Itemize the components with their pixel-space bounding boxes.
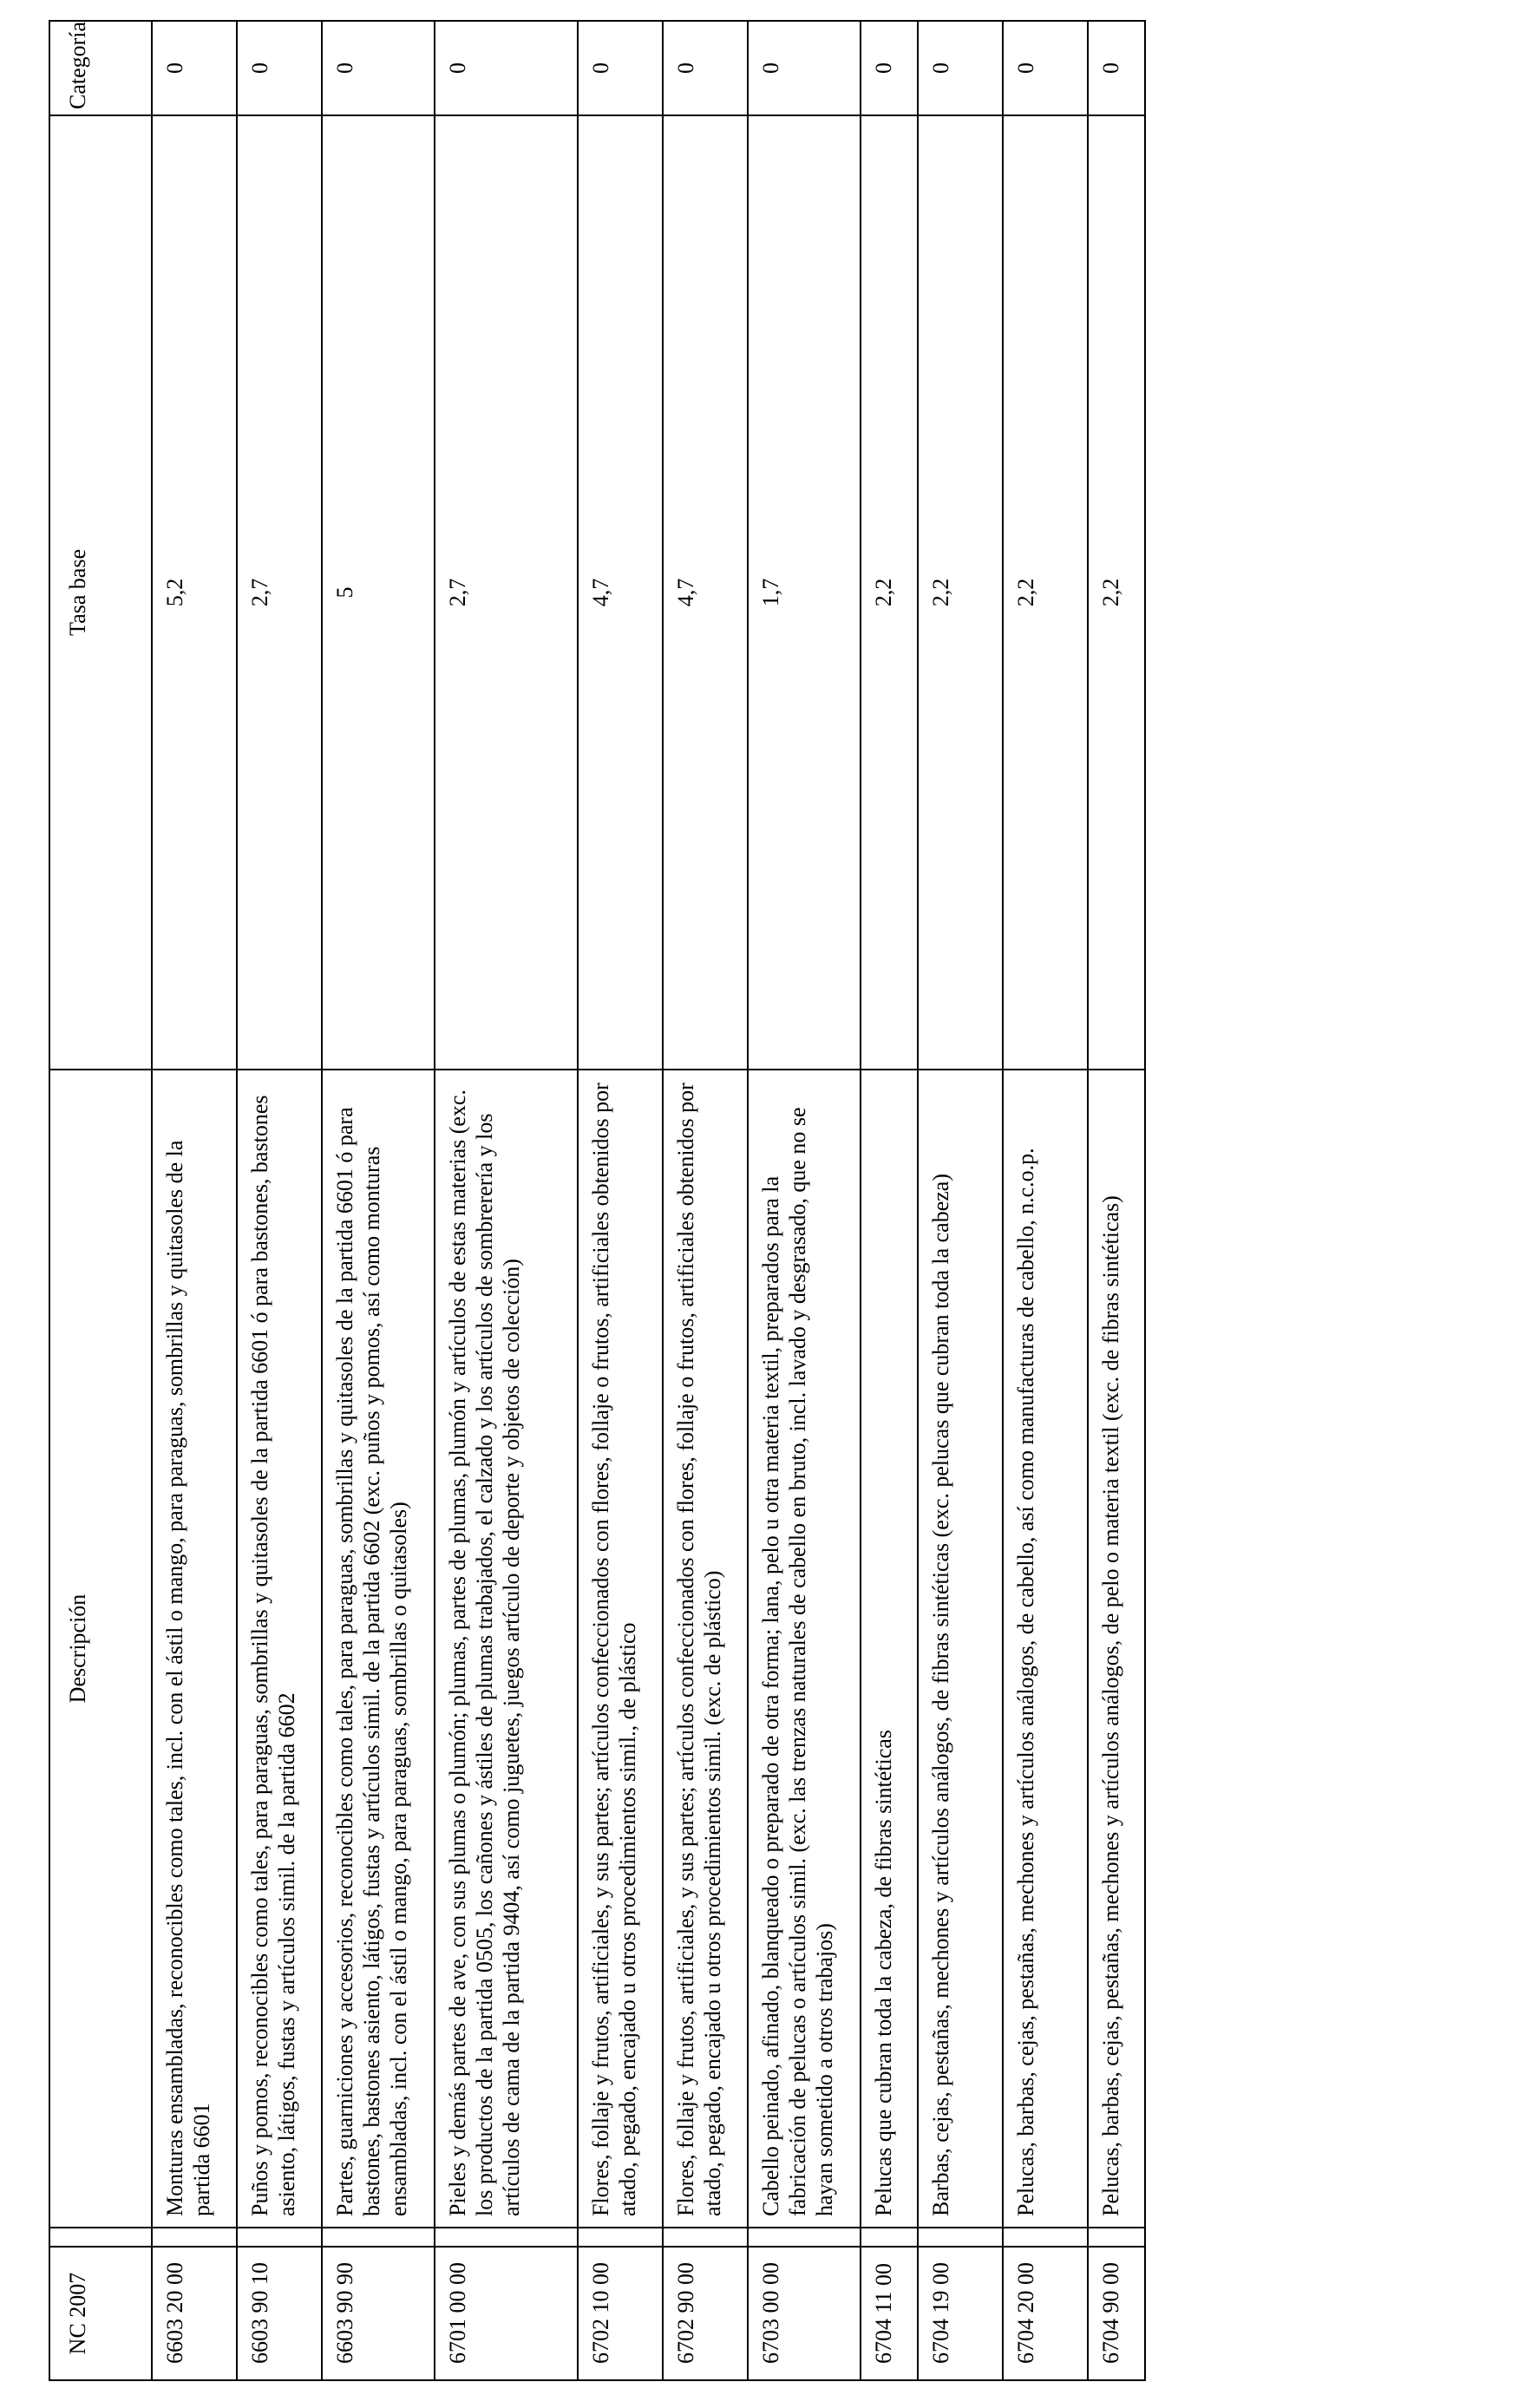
cell-code: 6704 11 00 [861, 2247, 918, 2380]
table-row [748, 21, 861, 2380]
cell-category: 0 [322, 21, 435, 115]
cell-code: 6603 90 90 [322, 2247, 435, 2380]
table-row [663, 21, 748, 2380]
cell-category: 0 [748, 21, 861, 115]
cell-gap [748, 2228, 861, 2247]
table-header-row [49, 21, 152, 2380]
cell-category: 0 [1003, 21, 1088, 115]
cell-rate: 4,7 [578, 115, 663, 1070]
cell-gap [663, 2228, 748, 2247]
cell-category: 0 [152, 21, 237, 115]
cell-category: 0 [861, 21, 918, 115]
cell-description: Pieles y demás partes de ave, con sus plumas o plumón; plumas, partes de plumas, plumón y artículos de estas materias (exc. los productos de la partida 0505, los cañones y ástiles de plumas trabajados, el calzado y los artículos de sombrerería y los artículos de cama de la partida 9404, así como juguetes, juegos artículo de deporte y objetos de colección) [435, 1070, 578, 2228]
cell-rate: 1,7 [748, 115, 861, 1070]
cell-rate: 5,2 [152, 115, 237, 1070]
cell-rate: 2,2 [861, 115, 918, 1070]
table-row [578, 21, 663, 2380]
cell-gap [237, 2228, 322, 2247]
table-row [1003, 21, 1088, 2380]
cell-category: 0 [918, 21, 1003, 115]
cell-category: 0 [578, 21, 663, 115]
table-row [237, 21, 322, 2380]
cell-description: Pelucas, barbas, cejas, pestañas, mechones y artículos análogos, de cabello, así como manufacturas de cabello, n.c.o.p. [1003, 1070, 1088, 2228]
cell-gap [578, 2228, 663, 2247]
table-row [918, 21, 1003, 2380]
cell-gap [1003, 2228, 1088, 2247]
header-description: Descripción [49, 1070, 152, 2228]
cell-code: 6704 90 00 [1088, 2247, 1145, 2380]
cell-description: Flores, follaje y frutos, artificiales, y sus partes; artículos confeccionados con flores, follaje o frutos, artificiales obtenidos por atado, pegado, encajado u otros procedimientos simil. (exc. de plástico) [663, 1070, 748, 2228]
header-code: NC 2007 [49, 2247, 152, 2380]
header-gap [49, 2228, 152, 2247]
cell-code: 6704 20 00 [1003, 2247, 1088, 2380]
tariff-table [49, 20, 1146, 2381]
cell-gap [861, 2228, 918, 2247]
cell-gap [435, 2228, 578, 2247]
cell-rate: 5 [322, 115, 435, 1070]
cell-rate: 2,7 [237, 115, 322, 1070]
cell-rate: 2,2 [918, 115, 1003, 1070]
table-row [1088, 21, 1145, 2380]
rotated-page [49, 22, 1263, 2381]
cell-gap [1088, 2228, 1145, 2247]
cell-code: 6702 10 00 [578, 2247, 663, 2380]
cell-code: 6702 90 00 [663, 2247, 748, 2380]
cell-gap [322, 2228, 435, 2247]
cell-rate: 2,2 [1088, 115, 1145, 1070]
cell-gap [152, 2228, 237, 2247]
header-category: Categoría [49, 21, 152, 115]
cell-description: Cabello peinado, afinado, blanqueado o preparado de otra forma; lana, pelo u otra materia textil, preparados para la fabricación de pelucas o artículos simil. (exc. las trenzas naturales de cabello en bruto, incl. lavado y desgrasado, que no se hayan sometido a otros trabajos) [748, 1070, 861, 2228]
cell-code: 6603 20 00 [152, 2247, 237, 2380]
header-rate: Tasa base [49, 115, 152, 1070]
cell-description: Puños y pomos, reconocibles como tales, para paraguas, sombrillas y quitasoles de la partida 6601 ó para bastones, bastones asiento, látigos, fustas y artículos simil. de la partida 6602 [237, 1070, 322, 2228]
cell-category: 0 [237, 21, 322, 115]
cell-category: 0 [663, 21, 748, 115]
table-row [152, 21, 237, 2380]
cell-code: 6704 19 00 [918, 2247, 1003, 2380]
cell-description: Barbas, cejas, pestañas, mechones y artículos análogos, de fibras sintéticas (exc. pelucas que cubran toda la cabeza) [918, 1070, 1003, 2228]
table-row [435, 21, 578, 2380]
cell-code: 6703 00 00 [748, 2247, 861, 2380]
cell-gap [918, 2228, 1003, 2247]
cell-rate: 4,7 [663, 115, 748, 1070]
table-row [861, 21, 918, 2380]
cell-description: Partes, guarniciones y accesorios, reconocibles como tales, para paraguas, sombrillas y quitasoles de la partida 6601 ó para bastones, bastones asiento, látigos, fustas y artículos simil. de la partida 6602 (exc. puños y pomos, así como monturas ensambladas, incl. con el ástil o mango, para paraguas, sombrillas o quitasoles) [322, 1070, 435, 2228]
cell-rate: 2,2 [1003, 115, 1088, 1070]
cell-description: Pelucas que cubran toda la cabeza, de fibras sintéticas [861, 1070, 918, 2228]
cell-code: 6603 90 10 [237, 2247, 322, 2380]
cell-code: 6701 00 00 [435, 2247, 578, 2380]
cell-description: Pelucas, barbas, cejas, pestañas, mechones y artículos análogos, de pelo o materia textil (exc. de fibras sintéticas) [1088, 1070, 1145, 2228]
cell-rate: 2,7 [435, 115, 578, 1070]
cell-category: 0 [1088, 21, 1145, 115]
cell-description: Flores, follaje y frutos, artificiales, y sus partes; artículos confeccionados con flores, follaje o frutos, artificiales obtenidos por atado, pegado, encajado u otros procedimientos simil., de plástico [578, 1070, 663, 2228]
cell-category: 0 [435, 21, 578, 115]
table-row [322, 21, 435, 2380]
cell-description: Monturas ensambladas, reconocibles como tales, incl. con el ástil o mango, para paraguas, sombrillas y quitasoles de la partida 6601 [152, 1070, 237, 2228]
